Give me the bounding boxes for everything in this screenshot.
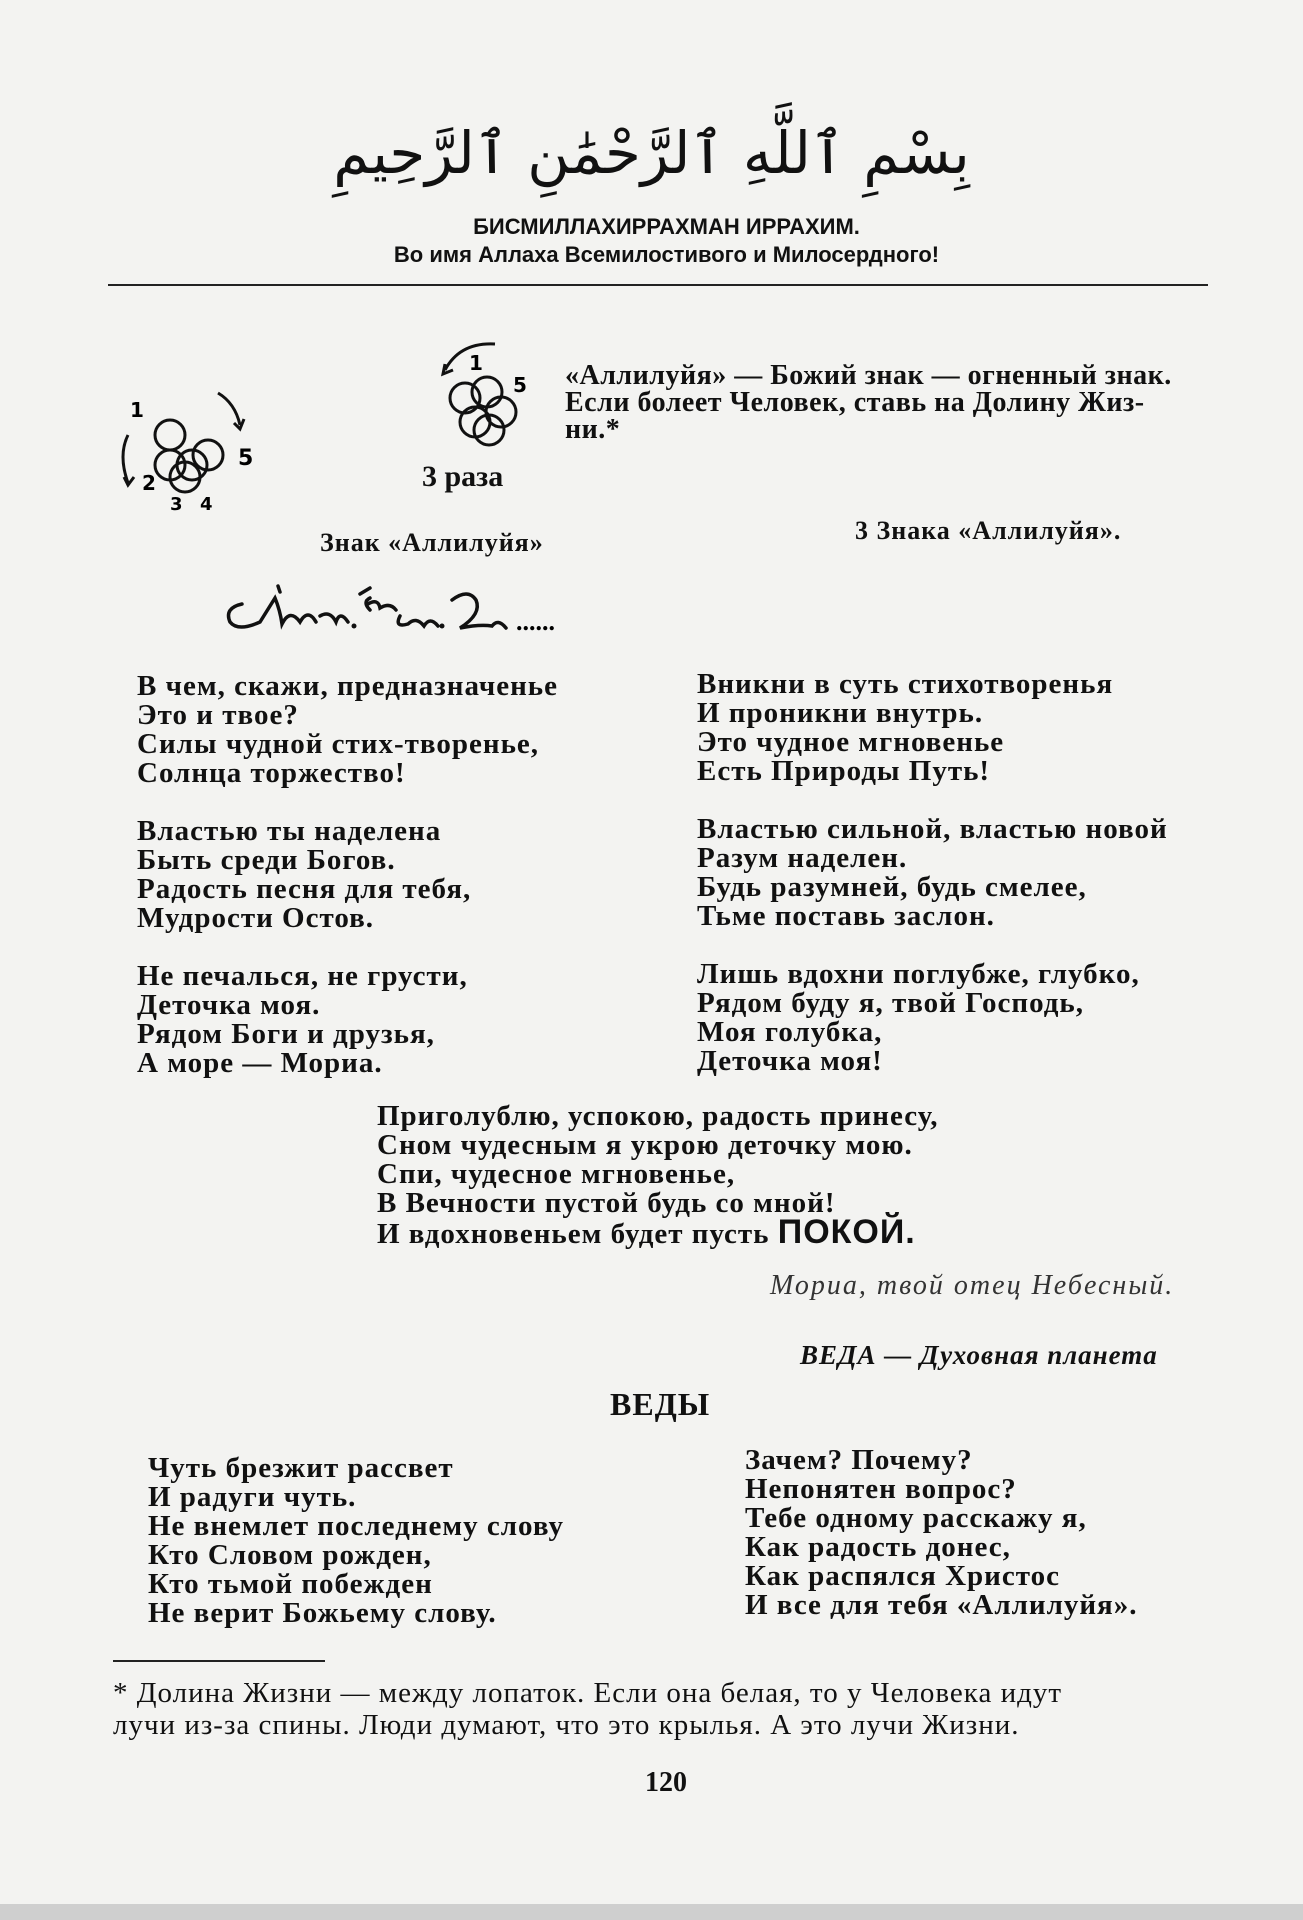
verse-line: И проникни внутрь. (697, 697, 984, 729)
verse-line: А море — Мориа. (137, 1047, 383, 1079)
times-label: 3 раза (422, 460, 504, 493)
arabic-basmala: بِسْمِ ٱللَّهِ ٱلرَّحْمَٰنِ ٱلرَّحِيمِ (333, 119, 970, 187)
verse-line: Это чудное мгновенье (697, 726, 1005, 758)
poem1-left (137, 672, 558, 1107)
verse-line: В чем, скажи, предназначенье (137, 670, 559, 702)
planet-line: ВЕДА — Духовная планета (800, 1340, 1158, 1370)
diagram-right-number: 5 (513, 373, 527, 397)
handwriting-scribble (220, 580, 590, 640)
final-line-text: И вдохновеньем будет пусть (377, 1218, 778, 1250)
poem1-right (697, 670, 1168, 1105)
diagram-right-number: 1 (469, 351, 483, 375)
intro-line: ни.* (565, 414, 621, 445)
verse-line: И все для тебя «Аллилуйя». (745, 1589, 1138, 1621)
final-line-emphasis: ПОКОЙ. (777, 1213, 916, 1251)
verse-line: Тебе одному расскажу я, (745, 1502, 1087, 1534)
alleluia-sign-diagram-triple (425, 330, 545, 460)
verse-line: Властью сильной, властью новой (697, 813, 1168, 845)
verse-line: Не внемлет последнему слову (148, 1510, 564, 1542)
diagram-left-number: 3 (170, 494, 183, 515)
page-number: 120 (645, 1767, 687, 1798)
stanza (137, 672, 558, 788)
stanza (137, 817, 558, 933)
verse-line-final (377, 1213, 939, 1251)
verse-line: Будь разумней, будь смелее, (697, 871, 1087, 903)
verse-line: Непонятен вопрос? (745, 1473, 1017, 1505)
handwriting-dots: ...... (516, 607, 555, 636)
alleluia-sign-diagram (110, 385, 270, 515)
footnote-line: лучи из-за спины. Люди думают, что это крылья. А это лучи Жизни. (113, 1709, 1020, 1741)
footnote-rule (113, 1660, 325, 1662)
intro-line: «Аллилуйя» — Божий знак — огненный знак. (565, 360, 1172, 391)
verse-line: Чуть брезжит рассвет (148, 1452, 454, 1484)
verse-line: Приголублю, успокою, радость принесу, (377, 1100, 939, 1132)
footnote-line: * Долина Жизни — между лопаток. Если она белая, то у Человека идут (113, 1677, 1063, 1709)
header-title: БИСМИЛЛАХИРРАХМАН ИРРАХИМ. (473, 214, 860, 239)
sign-intro (565, 362, 1172, 443)
stanza (137, 962, 558, 1078)
poem2-left (148, 1454, 564, 1628)
footnote (113, 1677, 1062, 1741)
poem2-right (745, 1446, 1138, 1620)
verse-line: Мудрости Остов. (137, 902, 375, 934)
stanza (697, 670, 1168, 786)
verse-line: В Вечности пустой будь со мной! (377, 1187, 836, 1219)
caption-right: 3 Знака «Аллилуйя». (855, 516, 1122, 545)
verse-line: Тьме поставь заслон. (697, 900, 995, 932)
verse-line: Как распялся Христос (745, 1560, 1060, 1592)
verse-line: Зачем? Почему? (745, 1444, 973, 1476)
stanza (697, 960, 1168, 1076)
verse-line: И радуги чуть. (148, 1481, 357, 1513)
intro-line: Если болеет Человек, ставь на Долину Жиз- (565, 387, 1145, 418)
verse-line: Рядом буду я, твой Господь, (697, 987, 1085, 1019)
verse-line: Не верит Божьему слову. (148, 1597, 497, 1629)
verse-line: Силы чудной стих-творенье, (137, 728, 540, 760)
scan-edge (0, 1904, 1303, 1920)
section-title: ВЕДЫ (610, 1386, 711, 1422)
poem1-closing (377, 1102, 939, 1249)
verse-line: Лишь вдохни поглубже, глубко, (697, 958, 1140, 990)
verse-line: Радость песня для тебя, (137, 873, 472, 905)
stanza (697, 815, 1168, 931)
header-rule (108, 284, 1208, 286)
diagram-left-number: 1 (130, 398, 144, 422)
verse-line: Деточка моя! (697, 1045, 883, 1077)
verse-line: Вникни в суть стихотворенья (697, 668, 1114, 700)
verse-line: Властью ты наделена (137, 815, 442, 847)
verse-line: Это и твое? (137, 699, 299, 731)
verse-line: Кто Словом рожден, (148, 1539, 432, 1571)
verse-line: Разум наделен. (697, 842, 908, 874)
diagram-left-number: 5 (238, 446, 254, 471)
header-subtitle: Во имя Аллаха Всемилостивого и Милосердного! (393, 242, 940, 267)
verse-line: Как радость донес, (745, 1531, 1011, 1563)
verse-line: Моя голубка, (697, 1016, 883, 1048)
verse-line: Не печалься, не грусти, (137, 960, 468, 992)
verse-line: Рядом Боги и друзья, (137, 1018, 435, 1050)
verse-line: Быть среди Богов. (137, 844, 396, 876)
verse-line: Солнца торжество! (137, 757, 406, 789)
signature: Мориа, твой отец Небесный. (770, 1270, 1175, 1301)
verse-line: Кто тьмой побежден (148, 1568, 433, 1600)
verse-line: Спи, чудесное мгновенье, (377, 1158, 736, 1190)
verse-line: Сном чудесным я укрою деточку мою. (377, 1129, 913, 1161)
diagram-left-number: 2 (142, 471, 156, 495)
verse-line: Деточка моя. (137, 989, 321, 1021)
caption-left: Знак «Аллилуйя» (320, 528, 544, 557)
diagram-left-number: 4 (200, 494, 213, 515)
verse-line: Есть Природы Путь! (697, 755, 991, 787)
